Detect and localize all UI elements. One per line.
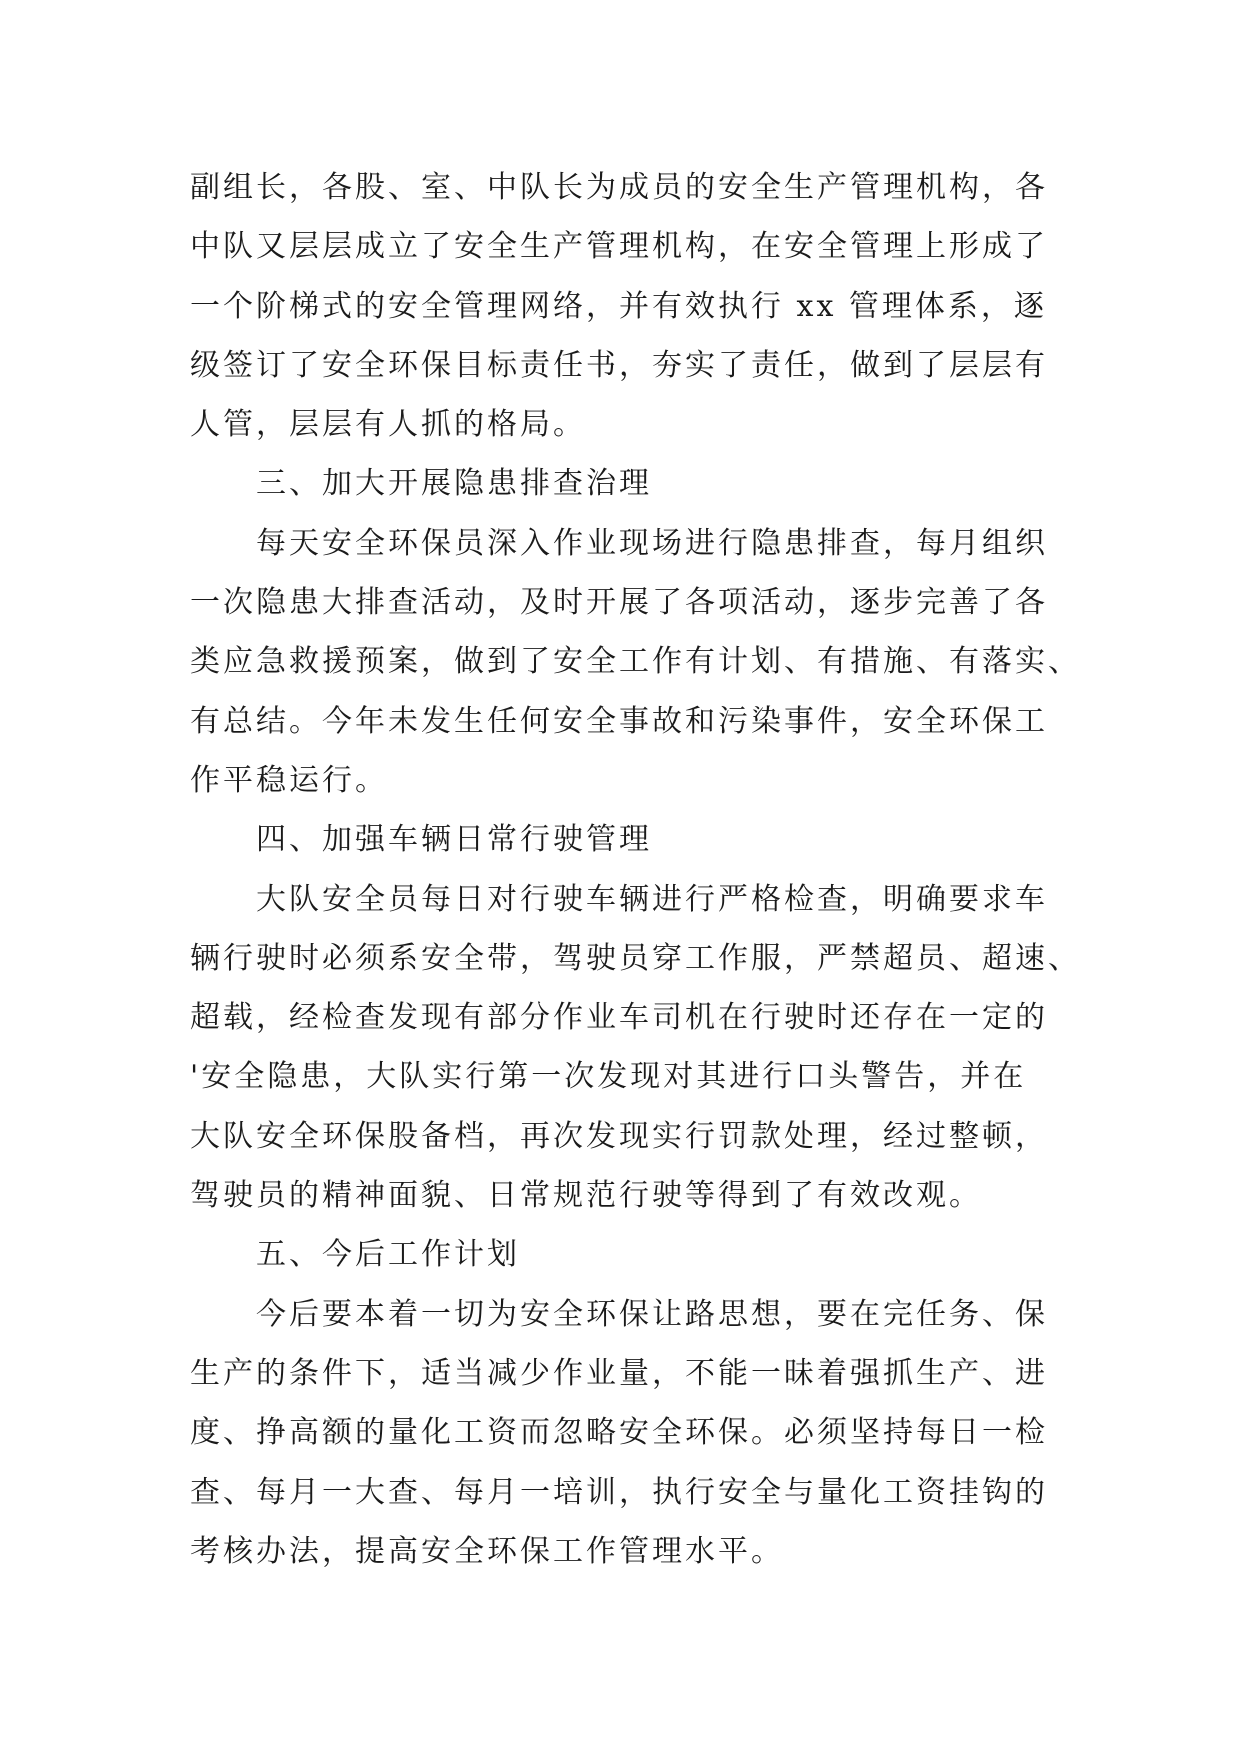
text-line: 作平稳运行。	[190, 762, 388, 798]
text-line: 今后要本着一切为安全环保让路思想，要在完任务、保	[256, 1296, 1048, 1332]
text-line: 一个阶梯式的安全管理网络，并有效执行 xx 管理体系，逐	[190, 288, 1047, 324]
text-line: 类应急救援预案，做到了安全工作有计划、有措施、有落实、	[190, 644, 1081, 680]
section-heading-4	[190, 810, 1060, 869]
text-line: 级签订了安全环保目标责任书，夯实了责任，做到了层层有	[190, 347, 1048, 383]
text-line: 副组长，各股、室、中队长为成员的安全生产管理机构，各	[190, 170, 1048, 205]
heading-text: 三、加大开展隐患排查治理	[256, 466, 652, 502]
heading-text: 四、加强车辆日常行驶管理	[256, 822, 652, 858]
text-line: 超载，经检查发现有部分作业车司机在行驶时还存在一定的	[190, 1000, 1048, 1036]
section-heading-5	[190, 1225, 1060, 1284]
section-heading-3	[190, 454, 1060, 513]
text-line: '安全隐患，大队实行第一次发现对其进行口头警告，并在	[190, 1059, 1027, 1095]
text-line: 人管，层层有人抓的格局。	[190, 407, 586, 443]
document-body	[190, 158, 1081, 1581]
text-line: 一次隐患大排查活动，及时开展了各项活动，逐步完善了各	[190, 585, 1048, 621]
text-line: 查、每月一大查、每月一培训，执行安全与量化工资挂钩的	[190, 1474, 1048, 1510]
text-line: 大队安全员每日对行驶车辆进行严格检查，明确要求车	[256, 881, 1048, 917]
text-line: 大队安全环保股备档，再次发现实行罚款处理，经过整顿，	[190, 1118, 1048, 1154]
paragraph-hazard-inspection	[190, 514, 1081, 810]
text-line: 考核办法，提高安全环保工作管理水平。	[190, 1533, 784, 1569]
text-line: 度、挣高额的量化工资而忽略安全环保。必须坚持每日一检	[190, 1415, 1048, 1451]
paragraph-org-structure	[190, 158, 1060, 454]
text-line: 中队又层层成立了安全生产管理机构，在安全管理上形成了	[190, 229, 1048, 265]
heading-text: 五、今后工作计划	[256, 1237, 520, 1273]
text-line: 每天安全环保员深入作业现场进行隐患排查，每月组织	[256, 525, 1048, 561]
text-line: 驾驶员的精神面貌、日常规范行驶等得到了有效改观。	[190, 1178, 982, 1214]
paragraph-future-plan	[190, 1285, 1060, 1581]
paragraph-vehicle-management	[190, 870, 1081, 1226]
text-line: 生产的条件下，适当减少作业量，不能一昧着强抓生产、进	[190, 1355, 1048, 1391]
text-line: 辆行驶时必须系安全带，驾驶员穿工作服，严禁超员、超速、	[190, 940, 1081, 976]
text-line: 有总结。今年未发生任何安全事故和污染事件，安全环保工	[190, 703, 1048, 739]
